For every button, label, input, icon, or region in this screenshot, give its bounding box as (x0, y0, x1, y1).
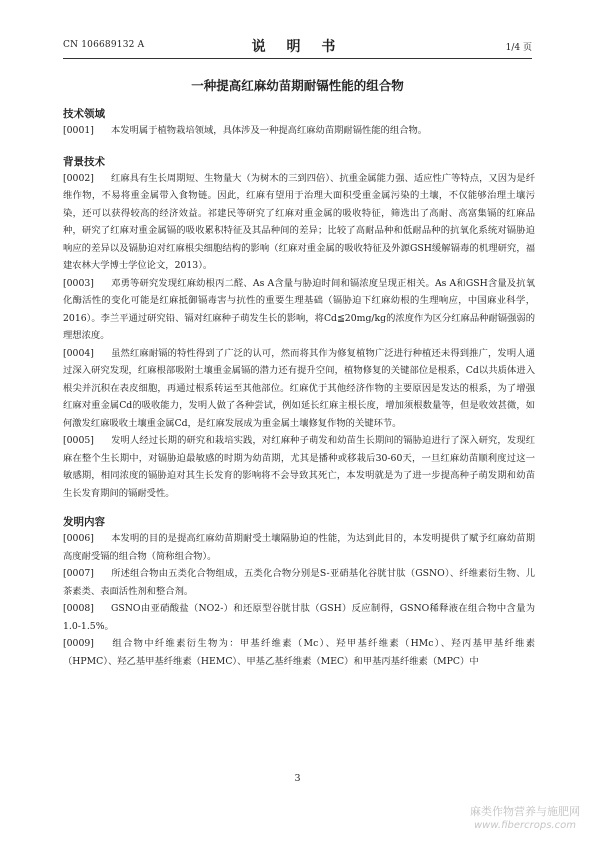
paragraph-text: GSNO由亚硝酸盐（NO2-）和还原型谷胱甘肽（GSH）反应制得，GSNO稀释液在组合物中含量为1.0-1.5%。 (63, 603, 535, 632)
paragraph-number: [0001] (63, 125, 94, 136)
paragraph-text: 本发明的目的是提高红麻幼苗期耐受土壤隔胁迫的性能，为达到此目的，本发明提供了赋予红麻幼苗期高度耐受镉的组合物（简称组合物）。 (63, 533, 535, 562)
paragraph-text: 虽然红麻耐镉的特性得到了广泛的认可，然而将其作为修复植物广泛进行种植还未得到推广，发明人通过深入研究发现，红麻根部吸附土壤重金属镉的潜力还有提升空间，植物修复的关键部位是根系，Cd以共质体进入根尖并沉积在表皮细胞，再通过根系转运至其他部位。红麻优于其他经济作物的主要原因是发达的根系，为了增强红麻对重金属Cd的吸收能力，发明人做了各种尝试，例如延长红麻主根长度，增加须根数量等，但是收效甚微，如何激发红麻吸收土壤重金属Cd，是红麻发展成为重金属土壤修复作物的关键环节。 (63, 347, 535, 429)
paragraph-number: [0009] (63, 638, 94, 649)
paragraph-0007 (63, 565, 535, 600)
paragraph-text: 本发明属于植物栽培领域，具体涉及一种提高红麻幼苗期耐镉性能的组合物。 (111, 125, 428, 136)
paragraph-text: 邓勇等研究发现红麻幼根丙二醛、As A含量与胁迫时间和镉浓度呈现正相关。As A和GSH含量及抗氧化酶活性的变化可能是红麻抵御镉毒害与抗性的重要生理基础（镉胁迫下红麻幼根的生理响应，中国麻业科学，2016）。李兰平通过研究铅、镉对红麻种子萌发生长的影响，将Cd≦20mg/kg的浓度作为区分红麻品种耐镉强弱的理想浓度。 (63, 277, 535, 341)
paragraph-0001 (63, 122, 535, 140)
document-title: 一种提高红麻幼苗期耐镉性能的组合物 (191, 78, 404, 93)
paragraph-text: 组合物中纤维素衍生物为：甲基纤维素（Mc）、羟甲基纤维素（HMc）、羟丙基甲基纤维素（HPMC）、羟乙基甲基纤维素（HEMC）、甲基乙基纤维素（MEC）和甲基丙基纤维素（MPC）中 (63, 638, 535, 667)
paragraph-0002 (63, 170, 535, 275)
document-body (63, 106, 535, 670)
section-heading-summary: 发明内容 (63, 516, 105, 528)
page-header (63, 36, 532, 58)
paragraph-number: [0004] (63, 347, 94, 359)
header-title: 说 明 书 (251, 39, 344, 55)
paragraph-0008 (63, 600, 535, 635)
paragraph-number: [0008] (63, 603, 94, 614)
page-count: 1/4 页 (505, 43, 532, 53)
paragraph-number: [0002] (63, 172, 94, 184)
page-number: 3 (294, 773, 301, 784)
paragraph-0009 (63, 635, 535, 670)
paragraph-text: 所述组合物由五类化合物组成，五类化合物分别是S-亚硝基化谷胱甘肽（GSNO）、纤维素衍生物、儿茶素类、表面活性剂和整合剂。 (63, 568, 535, 597)
paragraph-number: [0005] (63, 435, 94, 446)
section-heading-background: 背景技术 (63, 155, 105, 168)
watermark-url: www.fibercrops.com (474, 820, 576, 831)
publication-number: CN 106689132 A (63, 40, 145, 50)
paragraph-number: [0003] (63, 277, 94, 289)
watermark-site-name: 麻类作物营养与施肥网 (470, 805, 580, 818)
paragraph-number: [0006] (63, 533, 94, 544)
paragraph-0005 (63, 432, 535, 502)
paragraph-0003 (63, 275, 535, 345)
paragraph-text: 发明人经过长期的研究和栽培实践，对红麻种子萌发和幼苗生长期间的镉胁迫进行了深入研究，发现红麻在整个生长期中，对镉胁迫最敏感的时期为幼苗期，尤其是播种或移栽后30-60天，一旦红麻幼苗顺利度过这一敏感期，相同浓度的镉胁迫对其生长发育的影响将不会导致其死亡，本发明就是为了进一步提高种子萌发期和幼苗生长发育期间的镉耐受性。 (63, 435, 535, 499)
paragraph-text: 红麻具有生长周期短、生物量大（为树木的三到四倍）、抗重金属能力强、适应性广等特点，又因为是纤维作物，不易将重金属带入食物链。因此，红麻有望用于治理大面积受重金属污染的土壤，不仅能够治理土壤污染，还可以获得较高的经济效益。祁建民等研究了红麻对重金属的吸收特征，筛选出了高耐、高富集镉的红麻品种，研究了红麻对重金属镉的吸收累积特征及其品种间的差异；比较了高耐品种和低耐品种的抗氧化系统对镉胁迫响应的差异以及镉胁迫对红麻根尖细胞结构的影响（红麻对重金属的吸收特征及外源GSH缓解镉毒的机理研究，福建农林大学博士学位论文，2013）。 (63, 172, 535, 271)
paragraph-0004 (63, 345, 535, 433)
section-heading-tech-field: 技术领域 (63, 108, 105, 120)
header-divider (63, 58, 532, 59)
paragraph-0006 (63, 530, 535, 565)
paragraph-number: [0007] (63, 568, 94, 579)
